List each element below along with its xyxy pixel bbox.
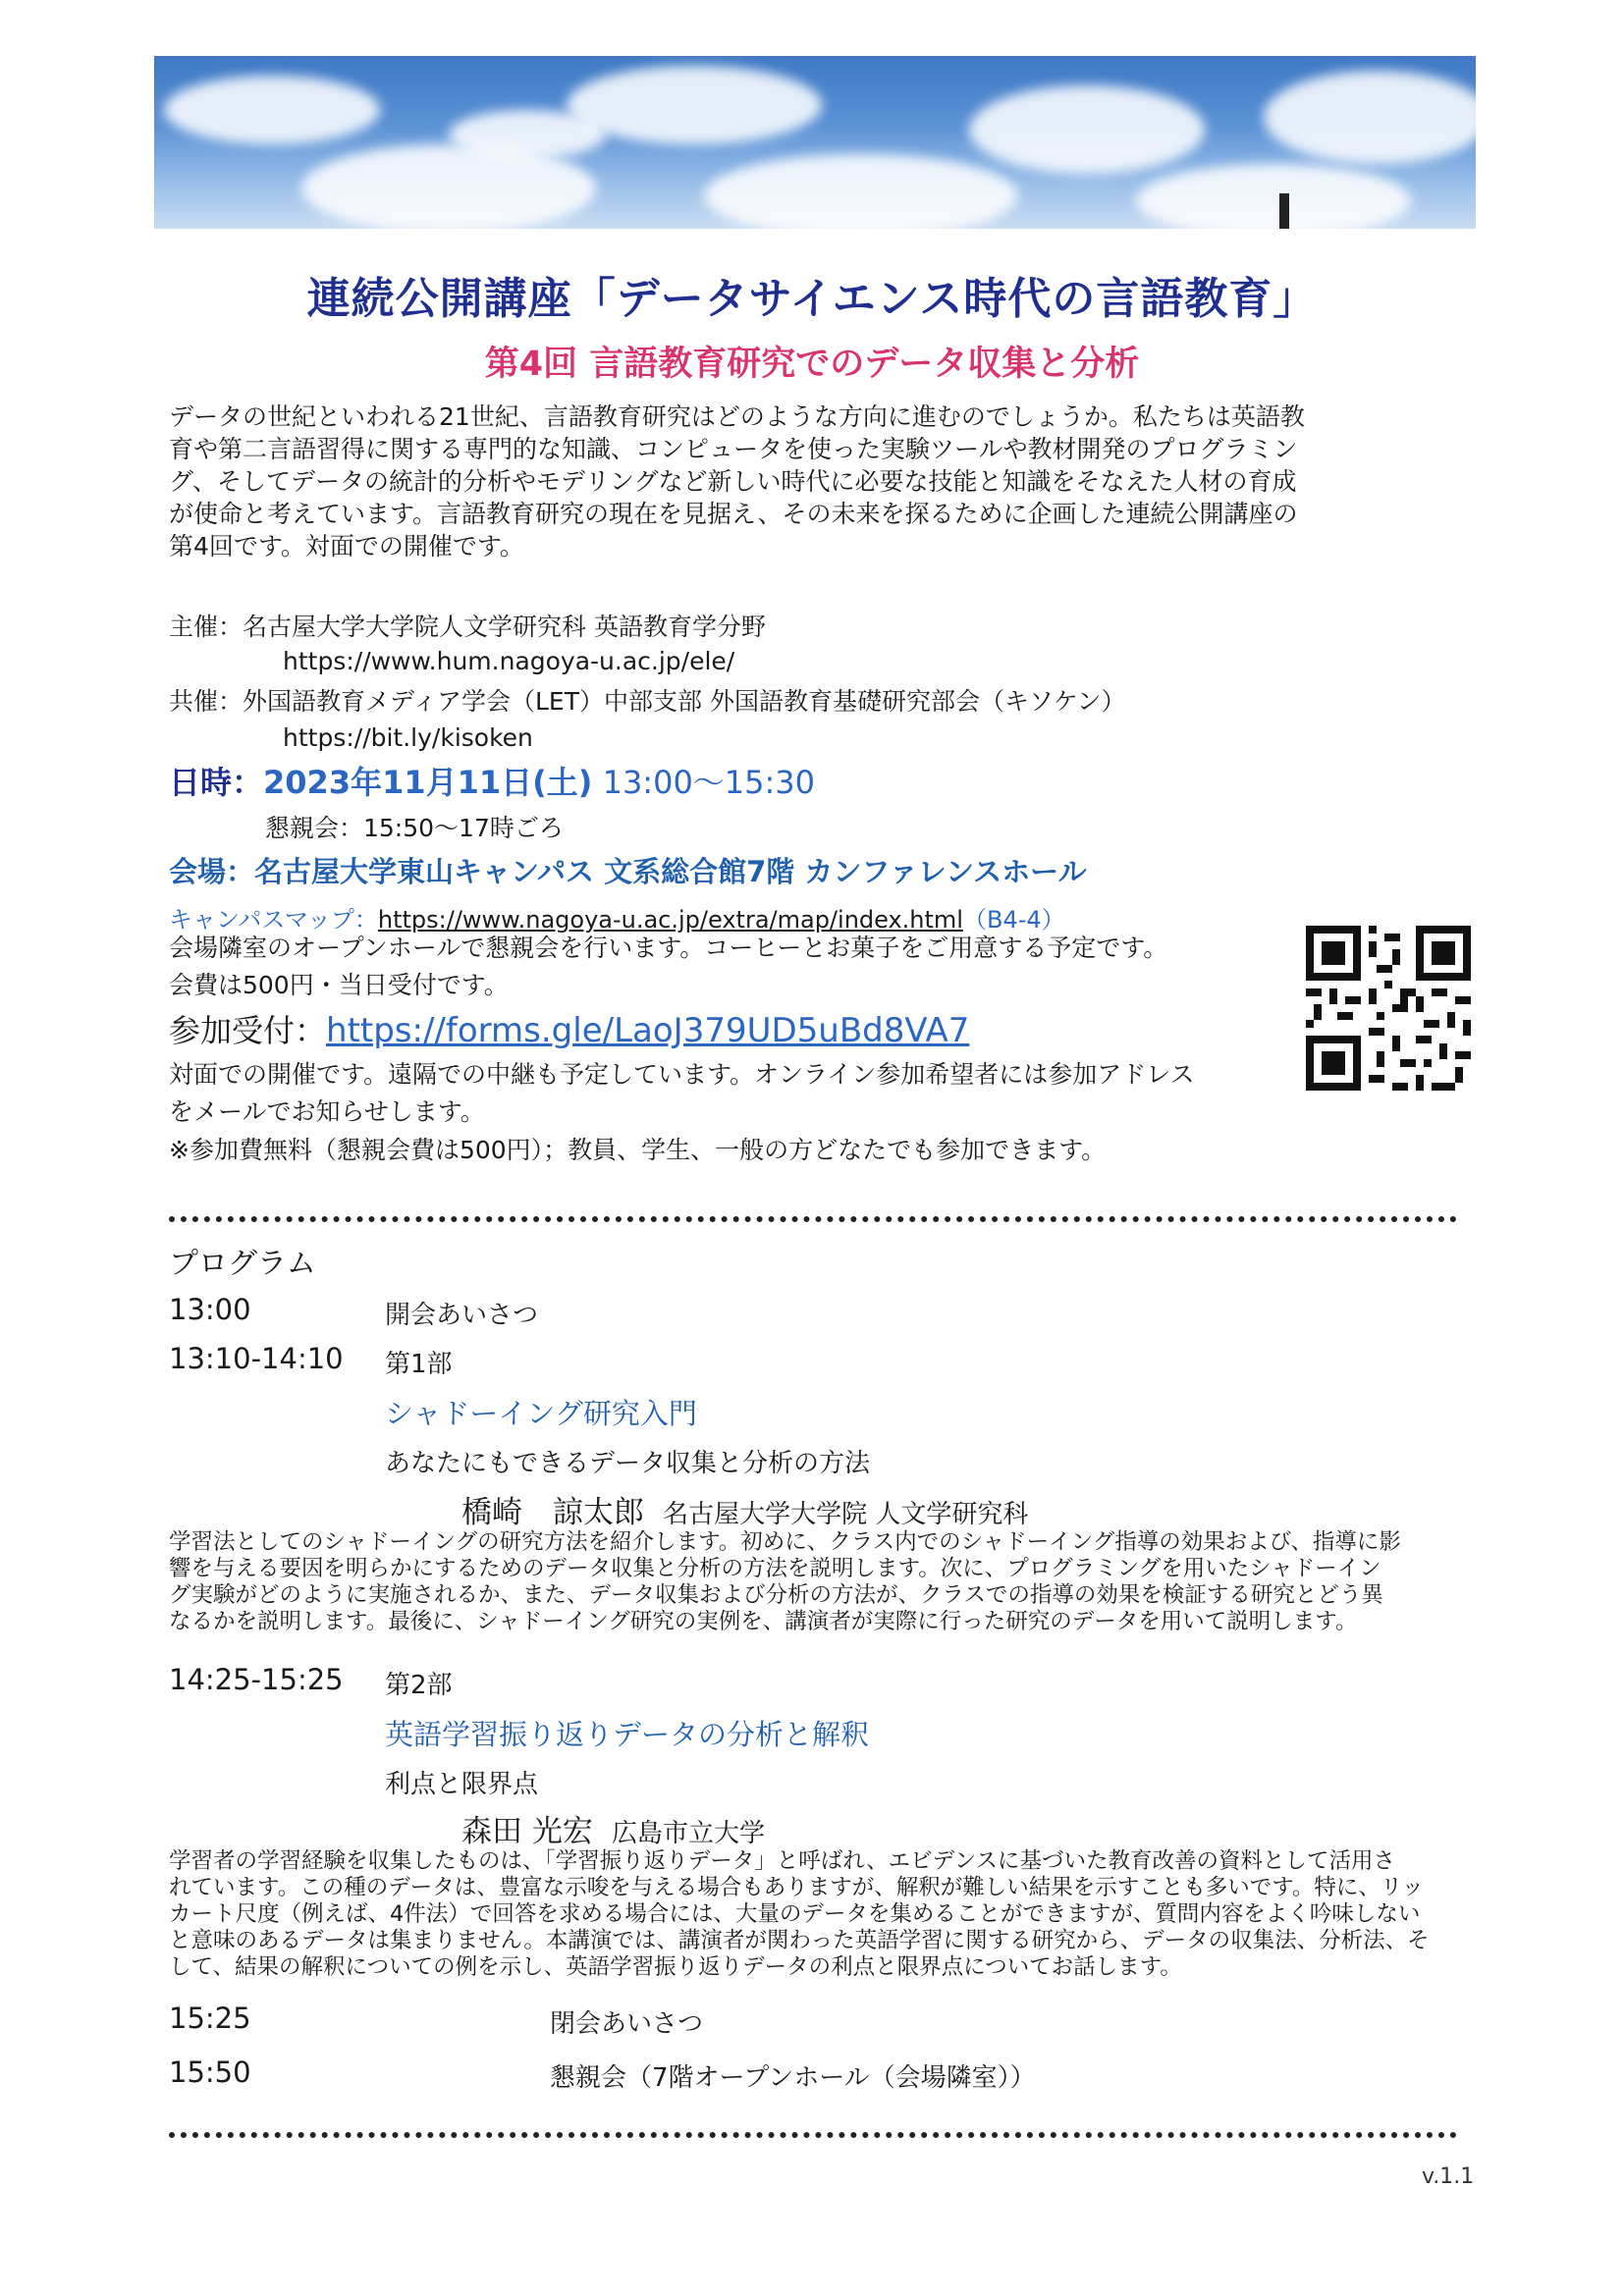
social-program-time: 15:50 <box>169 2056 251 2089</box>
part1-description <box>169 1529 1465 1635</box>
desc-line: と意味のあるデータは集まりません。本講演では、講演者が関わった英語学習に関する研究から、データの収集法、分析法、そ <box>169 1928 1430 1953</box>
registration-note: をメールでお知らせします。 <box>169 1097 485 1126</box>
part1-title: シャドーイング研究入門 <box>385 1397 697 1430</box>
intro-line: 第4回です。対面での開催です。 <box>169 532 524 561</box>
opening-label: 開会あいさつ <box>385 1301 539 1330</box>
venue-row <box>169 850 1087 890</box>
event-date: 2023年11月11日(土) <box>263 764 593 801</box>
desc-line: 響を与える要因を明らかにするためのデータ収集と分析の方法を説明します。次に、プログラミングを用いたシャドーイン <box>169 1556 1381 1581</box>
part2-affiliation: 広島市立大学 <box>611 1819 765 1848</box>
cohost-url-link[interactable]: https://bit.ly/kisoken <box>283 723 533 752</box>
intro-line: が使命と考えています。言語教育研究の現在を見据え、その未来を探るために企画した連続公開講座の <box>169 500 1298 528</box>
header-banner-image <box>154 56 1476 229</box>
desc-line: グ実験がどのように実施されるか、また、データ収集および分析の方法が、クラスでの指導の効果を検証する研究とどう異 <box>169 1582 1383 1608</box>
social-program-label: 懇親会（7階オープンホール（会場隣室）） <box>550 2063 1036 2093</box>
part2-time: 14:25-15:25 <box>169 1663 344 1696</box>
part2-speaker: 森田 光宏 <box>461 1814 593 1849</box>
venue-note-fee: 会費は500円・当日受付です。 <box>169 971 509 999</box>
desc-line: なるかを説明します。最後に、シャドーイング研究の実例を、講演者が実際に行った研究のデータを用いて説明します。 <box>169 1609 1358 1634</box>
desc-line: 学習法としてのシャドーイングの研究方法を紹介します。初めに、クラス内でのシャドーイング指導の効果および、指導に影 <box>169 1529 1401 1555</box>
program-heading: プログラム <box>169 1247 316 1281</box>
part1-label: 第1部 <box>385 1350 453 1379</box>
event-time: 13:00～15:30 <box>592 764 816 801</box>
desc-line: 学習者の学習経験を収集したものは、「学習振り返りデータ」と呼ばれ、エビデンスに基づいた教育改善の資料として活用さ <box>169 1848 1395 1874</box>
datetime-label: 日時： <box>169 764 264 801</box>
registration-label: 参加受付： <box>169 1012 327 1049</box>
host-url-link[interactable]: https://www.hum.nagoya-u.ac.jp/ele/ <box>283 647 735 675</box>
registration-row <box>169 1006 969 1051</box>
venue-name: 名古屋大学東山キャンパス 文系総合館7階 カンファレンスホール <box>254 855 1087 888</box>
page-subtitle: 第4回 言語教育研究でのデータ収集と分析 <box>484 345 1140 384</box>
closing-label: 閉会あいさつ <box>550 2009 704 2039</box>
desc-line: して、結果の解釈についての例を示し、英語学習振り返りデータの利点と限界点についてお話します。 <box>169 1954 1182 1980</box>
part1-speaker-row <box>461 1487 1028 1531</box>
intro-line: グ、そしてデータの統計的分析やモデリングなど新しい時代に必要な技能と知識をそなえた人材の育成 <box>169 467 1297 496</box>
part2-subtitle: 利点と限界点 <box>385 1770 539 1799</box>
registration-fee-note: ※参加費無料（懇親会費は500円）；教員、学生、一般の方どなたでも参加できます。 <box>169 1136 1107 1164</box>
venue-label: 会場： <box>169 855 255 888</box>
dotted-divider <box>169 1216 1457 1222</box>
dotted-divider <box>169 2132 1457 2138</box>
part1-speaker: 橋崎 諒太郎 <box>461 1495 644 1530</box>
host-organizer: 主催：名古屋大学大学院人文学研究科 英語教育学分野 <box>169 613 766 641</box>
campus-map-code: （B4-4） <box>962 906 1065 934</box>
campus-map-link[interactable]: https://www.nagoya-u.ac.jp/extra/map/index.html <box>377 906 963 934</box>
part1-time: 13:10-14:10 <box>169 1342 344 1375</box>
registration-note: 対面での開催です。遠隔での中継も予定しています。オンライン参加希望者には参加アドレス <box>169 1060 1195 1089</box>
part1-subtitle: あなたにもできるデータ収集と分析の方法 <box>385 1449 871 1478</box>
qr-code-icon[interactable] <box>1306 926 1471 1091</box>
intro-paragraph <box>169 400 1455 562</box>
intro-line: 育や第二言語習得に関する専門的な知識、コンピュータを使った実験ツールや教材開発のプログラミン <box>169 435 1298 463</box>
registration-link[interactable]: https://forms.gle/LaoJ379UD5uBd8VA7 <box>326 1011 970 1050</box>
part2-description <box>169 1848 1465 1981</box>
intro-line: データの世紀といわれる21世紀、言語教育研究はどのような方向に進むのでしょうか。私たちは英語教 <box>169 402 1305 431</box>
version-label: v.1.1 <box>1422 2164 1475 2189</box>
cohost-organizer: 共催：外国語教育メディア学会（LET）中部支部 外国語教育基礎研究部会（キソケン） <box>169 687 1126 716</box>
part2-title: 英語学習振り返りデータの分析と解釈 <box>385 1718 870 1751</box>
campus-map-label: キャンパスマップ： <box>169 906 378 934</box>
closing-time: 15:25 <box>169 2002 251 2035</box>
social-time: 懇親会：15:50～17時ごろ <box>265 814 564 842</box>
campus-map-row <box>169 900 1065 934</box>
part2-speaker-row <box>461 1806 765 1850</box>
venue-note-social: 会場隣室のオープンホールで懇親会を行います。コーヒーとお菓子をご用意する予定です。 <box>169 934 1168 962</box>
pole-silhouette <box>1279 193 1289 229</box>
datetime-row <box>169 758 815 803</box>
page-title: 連続公開講座「データサイエンス時代の言語教育」 <box>306 274 1318 324</box>
part1-affiliation: 名古屋大学大学院 人文学研究科 <box>663 1500 1029 1529</box>
desc-line: カート尺度（例えば、4件法）で回答を求める場合には、大量のデータを集めることができますが、質問内容をよく吟味しない <box>169 1901 1421 1927</box>
part2-label: 第2部 <box>385 1671 453 1700</box>
opening-time: 13:00 <box>169 1293 251 1326</box>
desc-line: れています。この種のデータは、豊富な示唆を与える場合もありますが、解釈が難しい結果を示すことも多いです。特に、リッ <box>169 1875 1425 1900</box>
